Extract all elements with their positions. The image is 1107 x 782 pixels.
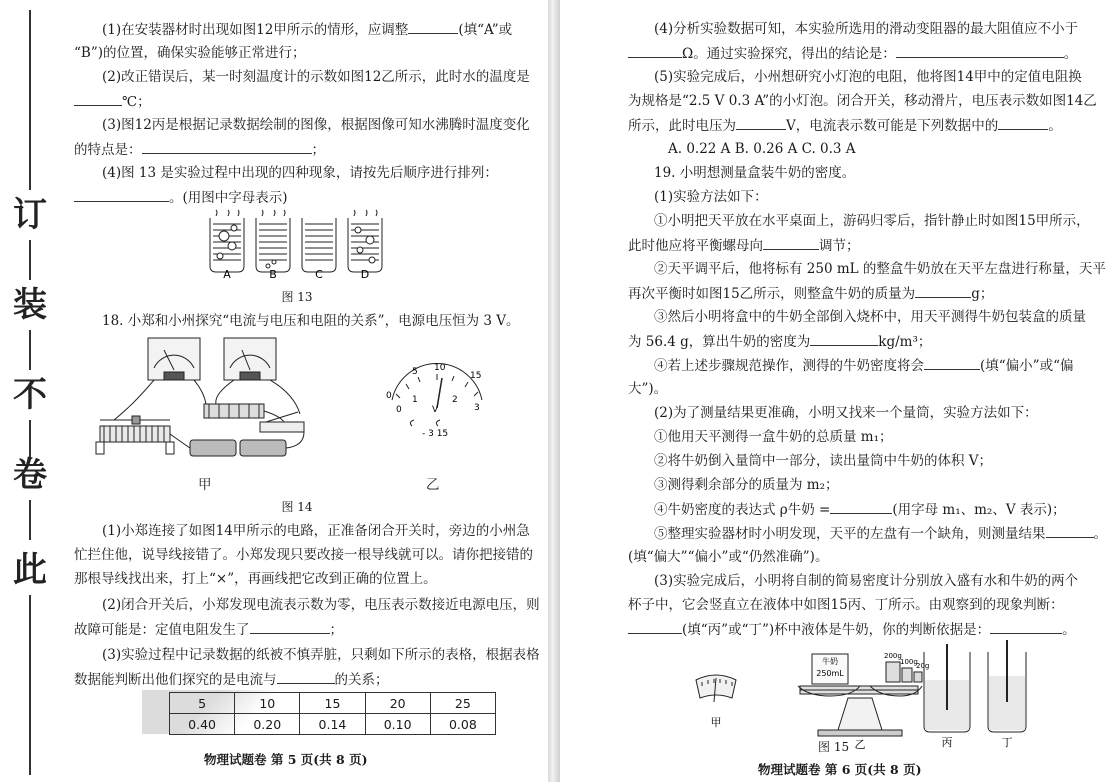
q18-2-line1: (2)闭合开关后，小郑发现电流表示数为零，电压表示数接近电源电压，则 (102, 597, 540, 613)
beaker-ding (988, 640, 1026, 732)
answer-blank[interactable] (628, 620, 682, 634)
q19-2-step5-line2: (填“偏大”“偏小”或“仍然准确”)。 (628, 549, 829, 565)
q18-1-line3: 那根导线找出来，打上“×”，再画线把它改到正确的位置上。 (74, 571, 437, 587)
answer-blank[interactable] (408, 20, 458, 34)
binding-line (29, 595, 31, 775)
q19-1-1-line1: ①小明把天平放在水平桌面上，游码归零后，指针静止时如图15甲所示， (654, 213, 1090, 229)
milk-box-label: 牛奶 (822, 657, 838, 666)
binding-line (29, 10, 31, 190)
q19-1-4-line2: 大”)。 (628, 381, 668, 397)
beaker-d (348, 210, 382, 272)
q19-3-line1: (3)实验完成后，小明将自制的简易密度计分别放入盛有水和牛奶的两个 (654, 573, 1079, 589)
q18-5-line1: (5)实验完成后，小州想研究小灯泡的电阻，他将图14甲中的定值电阻换 (654, 69, 1082, 85)
q17-4-line1: (4)图 13 是实验过程中出现的四种现象，请按先后顺序进行排列： (102, 165, 498, 181)
fig13-label-c: C (315, 268, 323, 281)
table-row (170, 714, 496, 735)
q18-5-line3: 所示，此时电压为 V，电流表示数可能是下列数据中的 。 (628, 118, 1062, 134)
beaker-b (256, 210, 290, 272)
weight-label: 200g (884, 652, 902, 660)
figure-15 (688, 640, 1028, 750)
q19-1-2-line1: ②天平调平后，他将标有 250 mL 的整盒牛奶放在天平左盘进行称量，天平 (654, 261, 1106, 277)
answer-blank[interactable] (810, 332, 878, 346)
q19-1-1-line2: 此时他应将平衡螺母向 调节； (628, 238, 860, 254)
dial-unit: V (432, 405, 439, 415)
table-cell: 10 (235, 693, 300, 714)
q19-2-title: (2)为了测量结果更准确，小明又找来一个量筒，实验方法如下： (654, 405, 1038, 421)
q17-4-line2: 。(用图中字母表示) (74, 188, 520, 207)
q17-3-line2: 的特点是： ； (74, 142, 325, 158)
binding-line (29, 330, 31, 370)
q19-title: 19. 小明想测量盒装牛奶的密度。 (654, 165, 856, 181)
left-page-footer: 物理试题卷 第 5 页(共 8 页) (204, 752, 368, 767)
binding-char: 订 (13, 195, 47, 235)
q18-4-line2: Ω。通过实验探究，得出的结论是： 。 (628, 44, 1077, 63)
figure-13-beakers (200, 210, 400, 280)
table-cell: 0.10 (365, 714, 430, 735)
dial-tick-bottom: 1 (412, 395, 418, 405)
table-cell: 0.08 (430, 714, 495, 735)
right-page-footer: 物理试题卷 第 6 页(共 8 页) (758, 762, 922, 777)
table-cell: 0.40 (170, 714, 235, 735)
q19-1-4-line1: ④若上述步骤规范操作，测得的牛奶密度将会 (填“偏小”或“偏 (654, 358, 1074, 374)
answer-blank[interactable] (915, 284, 971, 298)
table-cell: 20 (365, 693, 430, 714)
binding-char: 卷 (13, 455, 47, 495)
binding-line (29, 240, 31, 280)
beaker-bing (924, 644, 970, 732)
fig13-label-b: B (269, 268, 277, 281)
answer-blank[interactable] (74, 92, 122, 106)
milk-box-volume: 250mL (816, 669, 844, 678)
dial-terminals: - 3 15 (422, 429, 449, 439)
figure-14-circuit (94, 334, 324, 474)
fig15-label: 甲 (710, 716, 722, 729)
answer-blank[interactable] (1046, 524, 1094, 538)
q17-1-line2: “B”)的位置，确保实验能够正常进行； (74, 45, 306, 61)
q18-1-line1: (1)小郑连接了如图14甲所示的电路，正准备闭合开关时，旁边的小州急 (102, 523, 530, 539)
q18-3-line2: 数据能判断出他们探究的是电流与 的关系； (74, 672, 389, 688)
balance-pointer-scale (696, 675, 736, 702)
q19-2-step1: ①他用天平测得一盒牛奶的总质量 m₁； (654, 429, 893, 445)
answer-blank[interactable] (74, 188, 169, 202)
binding-line (29, 500, 31, 540)
fig13-label-a: A (223, 268, 231, 281)
q17-1-line1: (1)在安装器材时出现如图12甲所示的情形，应调整 (填“A”或 (102, 22, 513, 38)
binding-char: 不 (13, 375, 47, 415)
dial-tick-top: 15 (470, 371, 482, 381)
table-cell: 15 (300, 693, 365, 714)
balance-scale (798, 654, 922, 736)
dial-tick-top: 5 (412, 367, 418, 377)
binding-char: 此 (13, 550, 47, 590)
fig15-label: 丁 (1001, 736, 1013, 749)
table-cell: 25 (430, 693, 495, 714)
q19-2-step2: ②将牛奶倒入量筒中一部分，读出量筒中牛奶的体积 V； (654, 453, 993, 469)
binding-char: 装 (13, 285, 47, 325)
switch (260, 412, 304, 432)
answer-blank[interactable] (628, 44, 682, 58)
q19-1-2-line2: 再次平衡时如图15乙所示，则整盒牛奶的质量为 g； (628, 286, 994, 302)
rheostat (96, 416, 174, 454)
answer-blank[interactable] (830, 500, 892, 514)
figure-14-voltmeter-dial (382, 364, 492, 444)
table-cell: 5 (170, 693, 235, 714)
answer-blank[interactable] (924, 356, 980, 370)
q19-2-step3: ③测得剩余部分的质量为 m₂； (654, 477, 839, 493)
fig14-label-yi: 乙 (426, 477, 440, 493)
fig14-label-jia: 甲 (198, 477, 212, 493)
table-cell: 0.20 (235, 714, 300, 735)
q19-2-step5: ⑤整理实验器材时小明发现，天平的左盘有一个缺角，则测量结果 。 (654, 526, 1107, 542)
table-row (170, 693, 496, 714)
voltmeter (224, 338, 276, 380)
answer-blank[interactable] (736, 116, 786, 130)
answer-blank[interactable] (250, 620, 330, 634)
answer-blank[interactable] (896, 44, 1064, 58)
q19-2-step4: ④牛奶密度的表达式 ρ牛奶 = (用字母 m₁、m₂、V 表示)； (654, 502, 1066, 518)
dial-zero: 0 (386, 391, 392, 401)
left-page (0, 0, 548, 782)
q17-2-line2: ℃； (74, 92, 520, 111)
q17-2-line1: (2)改正错误后，某一时刻温度计的示数如图12乙所示，此时水的温度是 (102, 69, 530, 85)
q19-1-3-line1: ③然后小明将盒中的牛奶全部倒入烧杯中，用天平测得牛奶包装盒的质量 (654, 309, 1086, 325)
table-cell: 0.14 (300, 714, 365, 735)
q18-2-line2: 故障可能是：定值电阻发生了 ； (74, 622, 343, 638)
q18-5-options: A. 0.22 A B. 0.26 A C. 0.3 A (668, 141, 856, 157)
dial-tick-top: 10 (434, 363, 446, 373)
q18-4-line1: (4)分析实验数据可知，本实验所选用的滑动变阻器的最大阻值应不小于 (654, 21, 1079, 37)
q17-3-line1: (3)图12丙是根据记录数据绘制的图像，根据图像可知水沸腾时温度变化 (102, 117, 530, 133)
right-page (560, 0, 1107, 782)
ammeter (148, 338, 200, 380)
fig14-caption: 图 14 (281, 500, 313, 514)
beaker-a (210, 210, 244, 272)
page-gutter (548, 0, 560, 782)
binding-line (29, 420, 31, 460)
dial-tick-bottom: 3 (474, 403, 480, 413)
fig13-label-d: D (360, 268, 370, 281)
q19-1-title: (1)实验方法如下： (654, 189, 768, 205)
answer-blank[interactable] (990, 620, 1062, 634)
q18-title: 18. 小郑和小州探究“电流与电压和电阻的关系”，电源电压恒为 3 V。 (102, 313, 520, 329)
fig15-label: 乙 (854, 738, 866, 751)
resistor (204, 404, 264, 418)
q19-3-line3: (填“丙”或“丁”)杯中液体是牛奶，你的判断依据是： 。 (628, 620, 1076, 639)
weight-label: 20g (916, 662, 930, 670)
answer-blank[interactable] (763, 236, 819, 250)
q19-1-3-line2: 为 56.4 g，算出牛奶的密度为 kg/m³； (628, 334, 932, 350)
q18-3-line1: (3)实验过程中记录数据的纸被不慎弄脏，只剩如下所示的表格，根据表格 (102, 647, 540, 663)
dial-tick-bottom: 0 (396, 405, 402, 415)
beaker-c (302, 218, 336, 272)
data-table (169, 692, 496, 735)
fig13-caption: 图 13 (281, 290, 313, 304)
answer-blank[interactable] (277, 670, 335, 684)
q18-5-line2: 为规格是“2.5 V 0.3 A”的小灯泡。闭合开关，移动滑片，电压表示数如图14乙 (628, 93, 1097, 109)
weight-label: 100g (900, 658, 918, 666)
q19-3-line2: 杯子中，它会竖直立在液体中如图15丙、丁所示。由观察到的现象判断： (628, 597, 1064, 613)
q18-1-line2: 忙拦住他，说导线接错了。小郑发现只要改接一根导线就可以。请你把接错的 (74, 547, 533, 563)
binding-margin (0, 0, 60, 782)
answer-blank[interactable] (998, 116, 1048, 130)
answer-blank[interactable] (142, 140, 312, 154)
dial-tick-bottom: 2 (452, 395, 458, 405)
battery (190, 440, 286, 456)
fig15-label: 丙 (941, 736, 953, 749)
fig15-caption: 图 15 (818, 740, 850, 754)
